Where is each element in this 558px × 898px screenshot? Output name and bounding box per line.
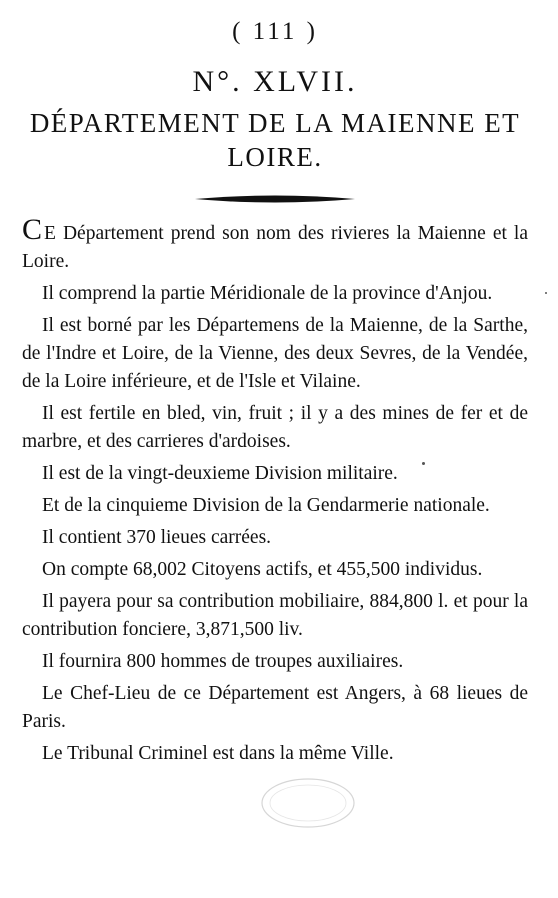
paragraph-9: Il payera pour sa contribution mobiliaire, 884,800 l. et pour la contribution fonciere, 3,871,500 liv. (22, 591, 528, 640)
paragraph-7: Il contient 370 lieues carrées. (42, 527, 272, 548)
paragraph-2: Il comprend la partie Méridionale de la province d'Anjou. (42, 283, 493, 304)
paragraph-1-text: E Département prend son nom des rivieres la Maienne et la Loire. (22, 223, 528, 272)
paragraph-12: Le Tribunal Criminel est dans la même Ville. (42, 743, 394, 764)
paragraph-5: Il est de la vingt-deuxieme Division militaire. (42, 463, 398, 484)
page-number: ( 111 ) (232, 18, 318, 45)
ink-speck (545, 292, 547, 294)
paragraph-8: On compte 68,002 Citoyens actifs, et 455,500 individus. (42, 559, 483, 580)
paragraph-10: Il fournira 800 hommes de troupes auxiliaires. (42, 651, 404, 672)
section-number: N°. XLVII. (192, 65, 358, 98)
drop-cap: C (22, 213, 45, 246)
paragraph-4: Il est fertile en bled, vin, fruit ; il y a des mines de fer et de marbre, et des carrieres d'ardoises. (22, 403, 528, 452)
paragraph-6: Et de la cinquieme Division de la Gendarmerie nationale. (42, 495, 490, 516)
paragraph-11: Le Chef-Lieu de ce Département est Angers, à 68 lieues de Paris. (22, 683, 528, 732)
ink-speck (422, 462, 425, 465)
paragraph-1 (22, 213, 528, 276)
ornamental-rule (195, 194, 355, 204)
body-text (22, 213, 528, 768)
paragraph-3: Il est borné par les Départemens de la Maienne, de la Sarthe, de l'Indre et Loire, de la Vienne, des deux Sevres, de la Vendée, de la Loire inférieure, et de l'Isle et Vilaine. (22, 315, 528, 392)
ink-stamp-mark (258, 775, 358, 831)
page-title: DÉPARTEMENT DE LA MAIENNE ET LOIRE. (29, 108, 521, 172)
